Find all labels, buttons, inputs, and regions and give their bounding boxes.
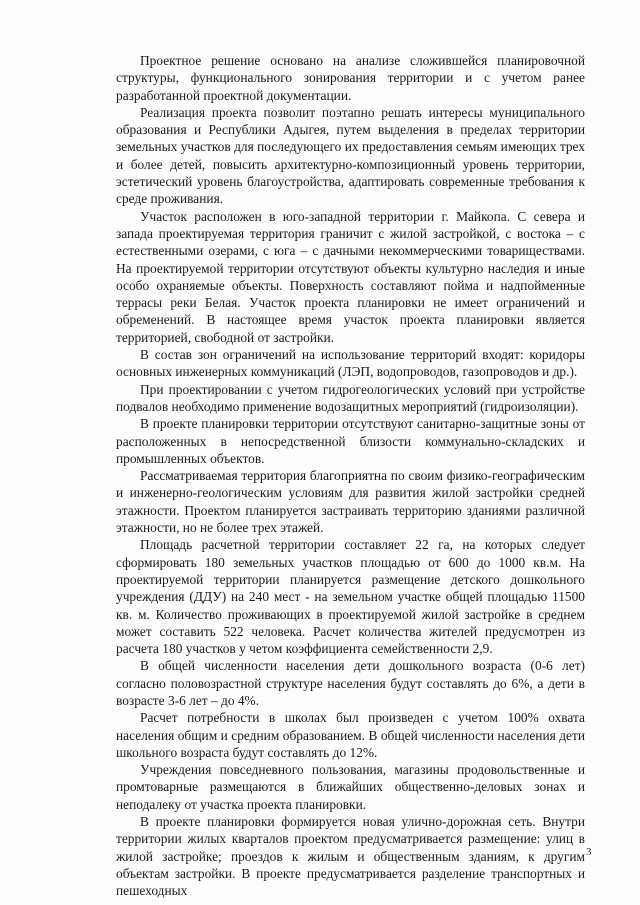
page-number: 3: [586, 846, 592, 858]
paragraph: В состав зон ограничений на использование территорий входят: коридоры основных инженерных коммуникаций (ЛЭП, водопроводов, газопроводов и др.).: [116, 347, 585, 380]
paragraph: Расчет потребности в школах был произведен с учетом 100% охвата населения общим и средним образованием. В общей численности населения дети школьного возраста будут составлять до 12%.: [116, 710, 585, 760]
paragraph: В проекте планировки территории отсутствуют санитарно-защитные зоны от расположенных в непосредственной близости коммунально-складских и промышленных объектов.: [116, 416, 585, 466]
paragraph: Участок расположен в юго-западной территории г. Майкопа. С севера и запада проектируемая территория граничит с жилой застройкой, с востока – с естественными озерами, с юга – с дачными некоммерческими товариществами. На проектируемой территории отсутствуют объекты культурно наследия и иные особо охраняемые объекты. Поверхность составляют пойма и надпойменные террасы реки Белая. Участок проекта планировки не имеет ограничений и обременений. В настоящее время участок проекта планировки является территорией, свободной от застройки.: [116, 208, 585, 345]
body-text: [116, 52, 585, 900]
paragraph: Учреждения повседневного пользования, магазины продовольственные и промтоварные размещаются в ближайших общественно-деловых зонах и неподалеку от участка проекта планировки.: [116, 762, 585, 812]
paragraph: Площадь расчетной территории составляет 22 га, на которых следует сформировать 180 земельных участков площадью от 600 до 1000 кв.м. На проектируемой территории планируется размещение детского дошкольного учреждения (ДДУ) на 240 мест - на земельном участке общей площадью 11500 кв. м. Количество проживающих в проектируемой жилой застройке в среднем может составить 522 человека. Расчет количества жителей предусмотрен из расчета 180 участков у четом коэффициента семейственности 2,9.: [116, 537, 585, 657]
paragraph: Проектное решение основано на анализе сложившейся планировочной структуры, функционального зонирования территории и с учетом ранее разработанной проектной документации.: [116, 53, 585, 103]
paragraph: В общей численности населения дети дошкольного возраста (0-6 лет) согласно половозрастной структуре населения будут составлять до 6%, а дети в возрасте 3-6 лет – до 4%.: [116, 658, 585, 708]
paragraph: Реализация проекта позволит поэтапно решать интересы муниципального образования и Республики Адыгея, путем выделения в пределах территории земельных участков для последующего их предоставления семьям имеющих трех и более детей, повысить архитектурно-композиционный уровень территории, эстетический уровень благоустройства, адаптировать современные требования к среде проживания.: [116, 104, 585, 207]
paragraph: Рассматриваемая территория благоприятна по своим физико-географическим и инженерно-геологическим условиям для развития жилой застройки средней этажности. Проектом планируется застраивать территорию зданиями различной этажности, но не более трех этажей.: [116, 468, 585, 536]
paragraph: При проектировании с учетом гидрогеологических условий при устройстве подвалов необходимо применение водозащитных мероприятий (гидроизоляции).: [116, 381, 585, 414]
paragraph: В проекте планировки формируется новая улично-дорожная сеть. Внутри территории жилых кварталов проектом предусматривается размещение: улиц в жилой застройке; проездов к жилым и общественным зданиям, к другим объектам застройки. В проекте предусматривается разделение транспортных и пешеходных: [116, 814, 585, 899]
